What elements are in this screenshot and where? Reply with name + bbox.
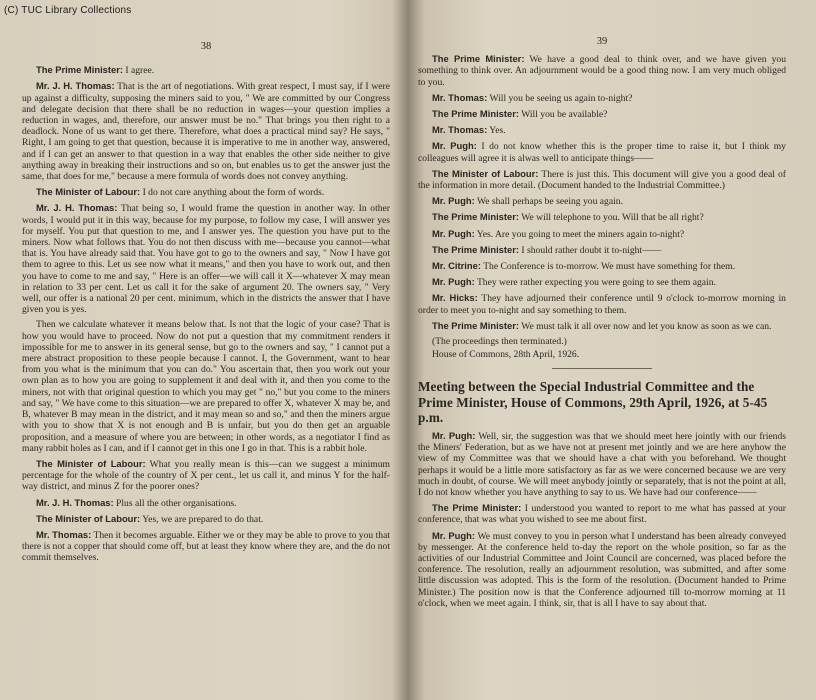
paragraph [418, 53, 786, 88]
page-number: 38 [200, 41, 212, 52]
paragraph [22, 319, 390, 453]
speaker-name: Mr. Pugh: [432, 195, 475, 207]
paragraph [418, 92, 786, 104]
speaker-name: Mr. Pugh: [432, 529, 475, 541]
speech-text: There is just this. This document will give you a good deal of the information in more detail. (Document handed to the Industrial Committee.) [418, 168, 786, 192]
paragraph [418, 140, 786, 163]
speech-text: Plus all the other organisations. [113, 497, 237, 509]
speech-text: Yes. [487, 125, 506, 137]
closing-note: (The proceedings then terminated.) [432, 336, 567, 348]
speaker-name: The Prime Minister: [432, 211, 519, 223]
watermark: (C) TUC Library Collections [4, 5, 132, 16]
speaker-name: Mr. Pugh: [432, 140, 477, 152]
speech-text: Yes. Are you going to meet the miners again to-night? [474, 228, 685, 240]
left-page [22, 0, 390, 700]
speaker-name: The Minister of Labour: [36, 186, 141, 198]
page-number: 39 [596, 36, 608, 47]
speaker-name: The Minister of Labour: [432, 167, 539, 179]
paragraph [22, 64, 390, 76]
paragraph [418, 168, 786, 191]
paragraph [418, 502, 786, 525]
speaker-name: Mr. J. H. Thomas: [36, 496, 114, 508]
speech-text: They were rather expecting you were going to see them again. [474, 277, 716, 289]
speech-text: I understood you wanted to report to me what has passed at your conference, that was what you wished to see me about first. [418, 503, 786, 526]
left-page-body [22, 64, 390, 563]
paragraph [22, 202, 390, 315]
speech-text: Will you be seeing us again to-night? [487, 92, 633, 104]
speaker-name: Mr. J. H. Thomas: [36, 202, 118, 214]
speech-text: We must convey to you in person what I understand has been already conveyed by messenger. At the conference held to-day the report on the whole position, so far as the activities of our Industrial Committee and Joint Council are concerned, was placed before the conference. The resolution, really an adjournment resolution, was submitted, and after some little discussion was adopted. This is the form of the resolution. (Document handed to Prime Minister.) The position now is that the Conference adjourned till to-morrow morning at 11 o'clock, when we meet again. I think, sir, that is all I have to say about that. [418, 530, 786, 609]
speech-text: Will you be available? [519, 109, 608, 121]
speech-text: We have a good deal to think over, and we have given you something to think over. An adjournment would be a good thing now. I am very much obliged to you. [418, 54, 786, 88]
paragraph [418, 228, 786, 240]
speaker-name: The Prime Minister: [36, 64, 123, 76]
speech-text: I agree. [123, 65, 155, 77]
speaker-name: The Minister of Labour: [36, 457, 146, 469]
paragraph [418, 260, 786, 272]
speaker-name: Mr. Thomas: [432, 91, 488, 103]
speech-text: They have adjourned their conference until 9 o'clock to-morrow morning in order to meet you to-night and say something to them. [418, 293, 786, 316]
speech-text: We shall perhaps be seeing you again. [474, 196, 623, 208]
speech-text: I do not know whether this is the proper time to raise it, but I think my colleagues will agree it is alwas well to anticipate things—— [418, 141, 786, 164]
paragraph [418, 195, 786, 207]
paragraph [22, 513, 390, 525]
speaker-name: Mr. Thomas: [432, 124, 488, 136]
paragraph [418, 211, 786, 223]
speaker-name: Mr. Thomas: [36, 528, 92, 540]
paragraph [418, 292, 786, 315]
speech-text: We will telephone to you. Will that be all right? [519, 212, 704, 224]
speech-text: I should rather doubt it to-night—— [519, 244, 662, 256]
speaker-name: The Prime Minister: [432, 243, 519, 255]
speech-text: Then we calculate whatever it means below that. Is not that the logic of your case? That is how you would have to proceed. Now do not put a question that my commitment renders it impossible for me to answer in its general sense, but go to the owners and say, " I cannot put a mere abstract proposition to these people because I cannot. I, the Government, want to hear from you what is the minimum that you can do." You ascertain that, then you work out your own plan as to how you are going to supplement it and deal with it, and then you come to the miners, not with that original question to which you may get " no," but you come to the miners and say, " We have come to this situation—we are prepared to offer X, whatever X may be, and B, whatever B may mean in the district, and it may mean so and so," and then the miners argue with you to show that X is not enough and B is unfair, but you do then get an arguable proposition, and a measure of where you are between; in other words, as a negotiator I find as many rabbit holes as I can, and if I cannot get in this one I go in that. This is a rabbit hole. [22, 319, 390, 454]
speaker-name: Mr. Citrine: [432, 260, 481, 272]
paragraph [418, 320, 786, 332]
speaker-name: Mr. Pugh: [432, 227, 475, 239]
paragraph [418, 430, 786, 498]
paragraph [22, 458, 390, 493]
speaker-name: The Prime Minister: [432, 53, 525, 65]
paragraph [22, 186, 390, 198]
speaker-name: Mr. Pugh: [432, 429, 476, 441]
paragraph [22, 497, 390, 509]
speaker-name: Mr. Hicks: [432, 292, 478, 304]
speaker-name: The Prime Minister: [432, 502, 522, 514]
paragraph [418, 244, 786, 256]
right-page-body [418, 53, 786, 332]
paragraph [418, 124, 786, 136]
speech-text: That is the art of negotiations. With great respect, I must say, if I were up against a difficulty, supposing the miners said to you, " We are committed by our Congress and delegate decision that there shall be no reduction in wages—your question implies a reduction in wages, and, therefore, our answer must be no." That brings you then right to a deadlock. None of us want to get there. Therefore, what does a practical mind say? He says, " Right, I am going to get that question, because it is imperative to me in another way, answered, and if I can get an answer to that question in a way that enables the other side neither to give anything away in breaking their instructions and so on, but enables us to get the answer just the same, that does for me," because a mere formula of words does not convey anything. [22, 81, 390, 183]
speaker-name: Mr. Pugh: [432, 276, 475, 288]
speech-text: Well, sir, the suggestion was that we should meet here jointly with our friends the Miners' Federation, but as we have not at present met jointly and we are here anyhow the view of my Committee was that we should have a chat with you beforehand. We thought perhaps it would be a little more satisfactory as far as we were concerned because we are very much in doubt, of course. We will meet anybody jointly or separately, that is not the point at all, I do not know whether you have anything to say to us. We have had our conference—— [418, 430, 786, 498]
closing-place-date: House of Commons, 28th April, 1926. [432, 349, 580, 361]
right-page [418, 0, 786, 700]
meeting-heading: Meeting between the Special Industrial Committee and the Prime Minister, House of Commons, 29th April, 1926, at 5-45 p.m. [418, 379, 768, 426]
speech-text: Yes, we are prepared to do that. [140, 513, 264, 525]
speaker-name: The Prime Minister: [432, 319, 519, 331]
speech-text: Then it becomes arguable. Either we or they may be able to prove to you that there is not a copper that should come off, but at least they know where they are, and the do not commit themselves. [22, 529, 390, 564]
speaker-name: The Prime Minister: [432, 108, 519, 120]
paragraph [22, 80, 390, 182]
speech-text: That being so, I would frame the question in another way. In other words, I would put it in this way, because for my purpose, to follow my case, I will answer yes for myself. You put that question to me, and I answer yes. The question you have put to the miners. Now what follows that. You do not then discuss with me—because you cannot—what that is. You have already said that. You have got to go to the owners and say, " Now I have got them to agree to this. Let us see now what it means," and then you have to work out, and then you have to come to me and say, " Here is an offer—we will call it X—whatever X may mean in relation to 33 per cent. Let us call it for the sake of argument 20. The owners say, " Very well, our offer is a national 20 per cent. minimum, which in the districts the answer that I have given you is yes. [22, 203, 390, 316]
paragraph [418, 276, 786, 288]
speech-text: What you really mean is this—can we suggest a minimum percentage for the whole of the country of X per cent., let us call it, and minus Y for the half-way district, and minus Z for the poorer ones? [22, 458, 390, 493]
speaker-name: Mr. J. H. Thomas: [36, 80, 115, 92]
paragraph [22, 529, 390, 564]
paragraph [418, 530, 786, 609]
right-page-body-2 [418, 430, 786, 609]
speech-text: The Conference is to-morrow. We must have something for them. [480, 261, 735, 273]
paragraph [418, 108, 786, 120]
section-divider [552, 368, 652, 369]
speech-text: We must talk it all over now and let you know as soon as we can. [519, 320, 772, 332]
speech-text: I do not care anything about the form of words. [140, 187, 325, 199]
speaker-name: The Minister of Labour: [36, 512, 141, 524]
